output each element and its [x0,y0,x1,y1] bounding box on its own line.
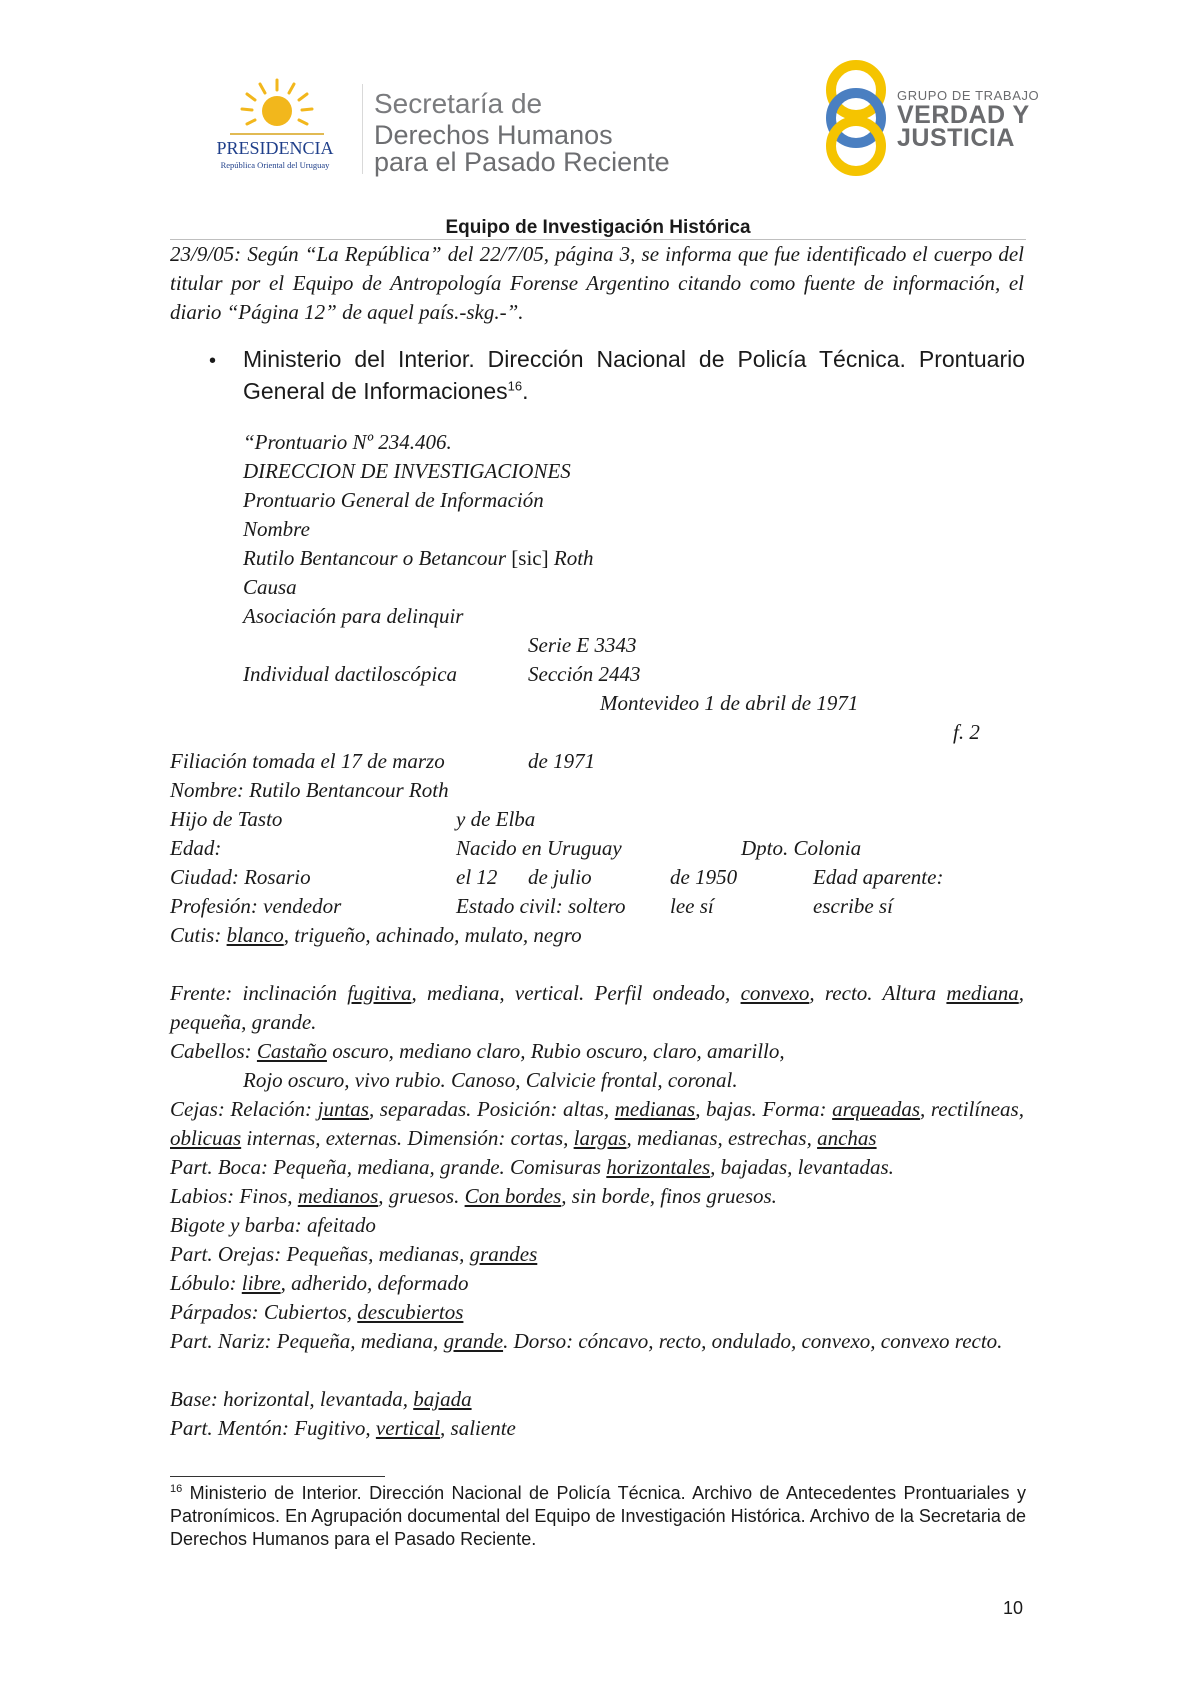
intro-paragraph: 23/9/05: Según “La República” del 22/7/05, página 3, se informa que fue identificado el cuerpo del titular por el Equipo de Antropología Forense Argentino citando como fuente de información, el diario “Página 12” de aquel país.-skg.-”. [170,242,1024,324]
filiacion-edad-aparente: Edad aparente: [813,865,944,889]
feature-frente: Frente: inclinación fugitiva, mediana, vertical. Perfil ondeado, convexo, recto. Altura mediana, pequeña, grande. [170,981,1024,1034]
filiacion-lee: lee sí [670,894,714,918]
org-line-3: para el Pasado Reciente [374,147,670,177]
feature-cabellos-cont: Rojo oscuro, vivo rubio. Canoso, Calvicie frontal, coronal. [243,1068,738,1092]
filiacion-cutis [170,921,582,950]
filiacion-year: de 1971 [528,749,596,773]
record-line-3: Prontuario General de Información [243,488,544,512]
footnote-number: 16 [170,1483,183,1495]
bullet-item [243,343,1025,407]
cutis-options: , trigueño, achinado, mulato, negro [283,923,582,947]
record-line-7: Asociación para delinquir [243,604,464,628]
feature-lobulo: Lóbulo: libre, adherido, deformado [170,1271,469,1295]
footnote-ref[interactable]: 16 [507,378,523,394]
vj-line-3: JUSTICIA [897,124,1015,152]
feature-base: Base: horizontal, levantada, bajada [170,1387,472,1411]
feature-boca: Part. Boca: Pequeña, mediana, grande. Comisuras horizontales, bajadas, levantadas. [170,1155,894,1179]
chain-links-icon [831,65,881,171]
filiacion-madre: y de Elba [456,807,536,831]
filiacion-estado: Estado civil: soltero [456,894,626,918]
record-folio: f. 2 [953,720,980,744]
filiacion-escribe: escribe sí [813,894,893,918]
record-line-5 [243,544,594,573]
feature-parpados: Párpados: Cubiertos, descubiertos [170,1300,464,1324]
bullet-text: Ministerio del Interior. Dirección Nacional de Policía Técnica. Prontuario General de Informaciones [243,346,1025,404]
presidencia-sub: República Oriental del Uruguay [220,160,330,170]
org-line-2: Derechos Humanos [374,120,613,150]
filiacion-mes: de julio [528,865,592,889]
running-head: Equipo de Investigación Histórica [445,217,751,238]
bullet-trail: . [522,378,529,404]
feature-cabellos: Cabellos: Castaño oscuro, mediano claro, Rubio oscuro, claro, amarillo, [170,1039,785,1063]
page-number: 10 [1003,1598,1024,1618]
filiacion-hijo: Hijo de Tasto [170,807,283,831]
filiacion-nombre: Nombre: Rutilo Bentancour Roth [170,778,449,802]
header-divider [362,84,363,174]
filiacion-nacido: Nacido en Uruguay [456,836,622,860]
filiacion-taken: Filiación tomada el 17 de marzo [170,749,445,773]
filiacion-edad: Edad: [170,836,222,860]
org-line-1: Secretaría de [374,88,543,119]
filiacion-dia: el 12 [456,865,498,889]
filiacion-profesion: Profesión: vendedor [170,894,342,918]
record-individual: Individual dactiloscópica [243,662,458,686]
presidencia-label: PRESIDENCIA [216,138,334,158]
footnote-rule [170,1476,385,1477]
record-seccion: Sección 2443 [528,662,641,686]
feature-labios: Labios: Finos, medianos, gruesos. Con bordes, sin borde, finos gruesos. [170,1184,777,1208]
feature-bigote: Bigote y barba: afeitado [170,1213,376,1237]
record-line-4: Nombre [243,517,310,541]
presidencia-logo [190,78,360,178]
feature-cejas: Cejas: Relación: juntas, separadas. Posición: altas, medianas, bajas. Forma: arqueadas, rectilíneas, oblicuas internas, externas. Dimensión: cortas, largas, medianas, estrechas, anchas [170,1097,1024,1150]
footnote [170,1482,1026,1551]
record-line-1: “Prontuario Nº 234.406. [243,430,452,454]
filiacion-dpto: Dpto. Colonia [741,836,862,860]
sic-mark: [sic] [511,546,549,570]
feature-nariz: Part. Nariz: Pequeña, mediana, grande. Dorso: cóncavo, recto, ondulado, convexo, convexo recto. [170,1329,1003,1353]
vj-line-1: GRUPO DE TRABAJO [897,88,1040,103]
filiacion-ciudad: Ciudad: Rosario [170,865,311,889]
record-surname: Roth [548,546,594,570]
record-line-6: Causa [243,575,297,599]
bullet-icon: • [209,350,217,372]
filiacion-anio: de 1950 [670,865,738,889]
feature-menton: Part. Mentón: Fugitivo, vertical, saliente [170,1416,516,1440]
feature-orejas: Part. Orejas: Pequeñas, medianas, grandes [170,1242,538,1266]
record-place-date: Montevideo 1 de abril de 1971 [600,691,859,715]
vj-line-2: VERDAD Y [897,101,1030,129]
record-name: Rutilo Bentancour o Betancour [243,546,512,570]
record-line-2: DIRECCION DE INVESTIGACIONES [243,459,571,483]
cutis-label: Cutis: [170,923,227,947]
record-serie: Serie E 3343 [528,633,637,657]
cutis-selected: blanco [226,923,284,947]
sun-icon [230,80,324,134]
footnote-text: Ministerio de Interior. Dirección Nacional de Policía Técnica. Archivo de Antecedentes Prontuariales y Patronímicos. En Agrupación documental del Equipo de Investigación Histórica. Archivo de la Secretaria de Derechos Humanos para el Pasado Reciente. [170,1483,1026,1549]
